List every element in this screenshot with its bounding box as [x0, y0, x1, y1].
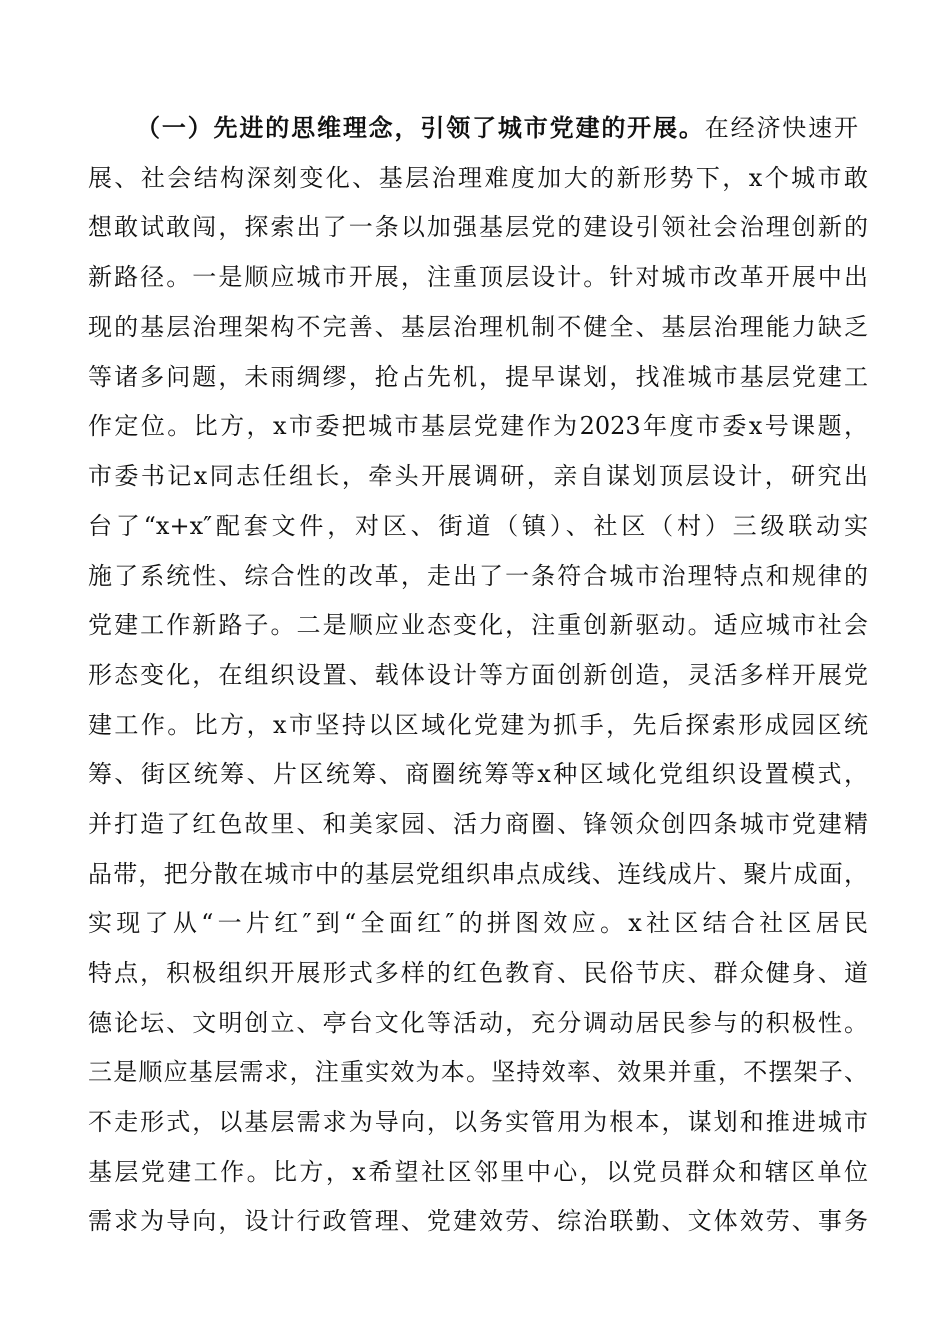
paragraph-line-12: 形态变化，在组织设置、载体设计等方面创新创造，灵活多样开展党: [88, 661, 868, 689]
paragraph-line-13: 建工作。比方，x市坚持以区域化党建为抓手，先后探索形成园区统: [88, 711, 868, 739]
paragraph-line-11: 党建工作新路子。二是顺应业态变化，注重创新驱动。适应城市社会: [88, 611, 868, 639]
paragraph-line-5: 现的基层治理架构不完善、基层治理机制不健全、基层治理能力缺乏: [88, 313, 868, 341]
paragraph-line-9: 台了“x+x″配套文件，对区、街道（镇）、社区（村）三级联动实: [88, 512, 868, 540]
paragraph-line-2: 展、社会结构深刻变化、基层治理难度加大的新形势下，x个城市敢: [88, 164, 868, 192]
paragraph-line-14: 筹、街区统筹、片区统筹、商圈统筹等x种区域化党组织设置模式，: [88, 760, 868, 788]
paragraph-line-1: [136, 108, 858, 148]
paragraph-line-20: 三是顺应基层需求，注重实效为本。坚持效率、效果并重，不摆架子、: [88, 1058, 868, 1086]
paragraph-line-16: 品带，把分散在城市中的基层党组织串点成线、连线成片、聚片成面，: [88, 860, 868, 888]
paragraph-line-23: 需求为导向，设计行政管理、党建效劳、综治联勤、文体效劳、事务: [88, 1207, 868, 1235]
paragraph-line-3: 想敢试敢闯，探索出了一条以加强基层党的建设引领社会治理创新的: [88, 213, 868, 241]
paragraph-line-10: 施了系统性、综合性的改革，走出了一条符合城市治理特点和规律的: [88, 562, 868, 590]
paragraph-text: 在经济快速开: [704, 114, 859, 142]
paragraph-line-8: 市委书记x同志任组长，牵头开展调研，亲自谋划顶层设计，研究出: [88, 462, 868, 490]
paragraph-line-22: 基层党建工作。比方，x希望社区邻里中心，以党员群众和辖区单位: [88, 1158, 868, 1186]
paragraph-line-4: 新路径。一是顺应城市开展，注重顶层设计。针对城市改革开展中出: [88, 263, 868, 291]
paragraph-line-17: 实现了从“一片红″到“全面红″的拼图效应。x社区结合社区居民: [88, 909, 868, 937]
section-heading: （一）先进的思维理念，引领了城市党建的开展。: [136, 113, 705, 142]
paragraph-line-19: 德论坛、文明创立、亭台文化等活动，充分调动居民参与的积极性。: [88, 1009, 868, 1037]
paragraph-line-6: 等诸多问题，未雨绸缪，抢占先机，提早谋划，找准城市基层党建工: [88, 363, 868, 391]
paragraph-line-7: 作定位。比方，x市委把城市基层党建作为2023年度市委x号课题，: [88, 412, 868, 440]
paragraph-line-21: 不走形式，以基层需求为导向，以务实管用为根本，谋划和推进城市: [88, 1108, 868, 1136]
paragraph-line-18: 特点，积极组织开展形式多样的红色教育、民俗节庆、群众健身、道: [88, 959, 868, 987]
paragraph-line-15: 并打造了红色故里、和美家园、活力商圈、锋领众创四条城市党建精: [88, 810, 868, 838]
